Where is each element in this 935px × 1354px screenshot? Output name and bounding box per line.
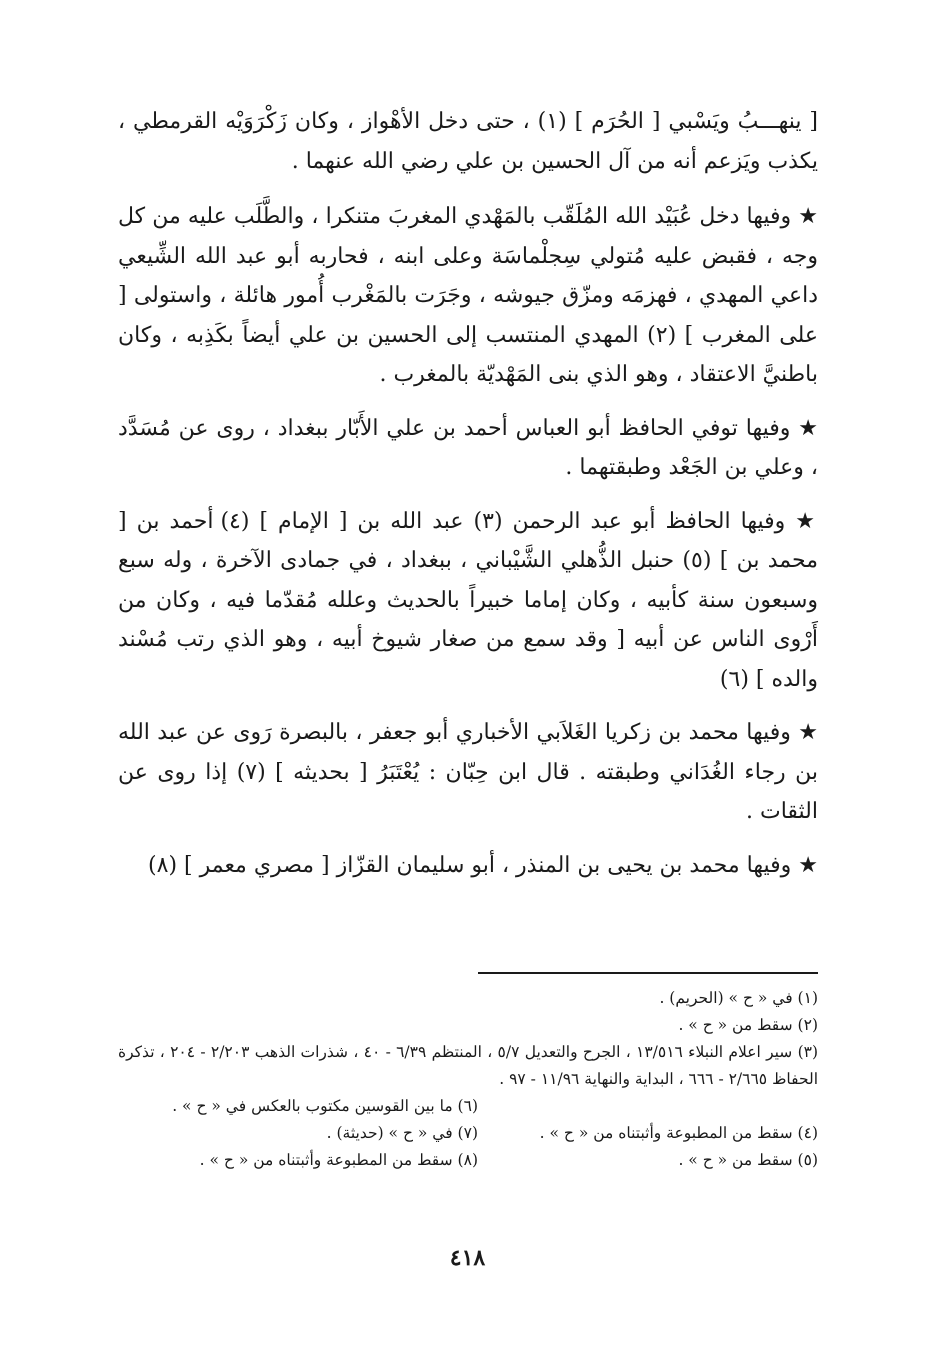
footnote-row-5-8 <box>118 1147 818 1174</box>
footnote-7: (٧) في « ح » (حديثة) . <box>326 1124 478 1142</box>
footnote-8: (٨) سقط من المطبوعة وأثبتناه من « ح » . <box>199 1151 478 1169</box>
footnote-3: (٣) سير اعلام النبلاء ١٣/٥١٦ ، الجرح والتعديل ٥/٧ ، المنتظم ٦/٣٩ - ٤٠ ، شذرات الذهب ٢/٢٠٣ - ٢٠٤ ، تذكرة الحفاظ ٢/٦٦٥ - ٦٦٦ ، البداية والنهاية ١١/٩٦ - ٩٧ . <box>118 1043 819 1088</box>
paragraph-5: ★ وفيها محمد بن زكريا الغَلاَبي الأخباري أبو جعفر ، بالبصرة رَوى عن عبد الله بن رجاء الغُدَاني وطبقته . قال ابن حِبّان : يُعْتَبَرُ [ بحديثه ] (٧) إذا روى عن الثقات . <box>118 720 818 824</box>
footnote-4: (٤) سقط من المطبوعة وأثبتناه من « ح » . <box>539 1124 818 1142</box>
footnote-divider <box>478 972 818 974</box>
footnotes <box>118 985 818 1174</box>
footnote-2: (٢) سقط من « ح » . <box>678 1016 818 1034</box>
page-number: ٤١٨ <box>449 1245 486 1271</box>
paragraph-4: ★ وفيها الحافظ أبو عبد الرحمن (٣) عبد الله بن [ الإمام ] (٤) أحمد بن [ محمد بن ] (٥) حنبل الذُّهلي الشَّيْباني ، ببغداد ، في جمادى الآخرة ، وله سبع وسبعون سنة كأبيه ، وكان إماما خبيراً بالحديث وعلله مُقدّما فيه ، وكان من أَرْوى الناس عن أبيه [ وقد سمع من صغار شيوخ أبيه ، وهو الذي رتب مُسْند والده ] (٦) <box>118 508 818 692</box>
footnote-row-6 <box>118 1093 818 1120</box>
footnote-1: (١) في « ح » (الحريم) . <box>659 989 818 1007</box>
paragraph-2: ★ وفيها دخل عُبَيْد الله المُلَقّب بالمَهْدي المغربَ متنكرا ، والطَّلَب عليه من كل وجه ، فقبض عليه مُتولي سِجلْماسَة وعلى ابنه ، فحاربه أبو عبد الله الشِّيعي داعي المهدي ، فهزمَه ومزّق جيوشه ، وجَرَت بالمَغْرب أُمور هائلة ، واستولى [ على المغرب ] (٢) المهدي المنتسب إلى الحسين بن علي أيضاً بكَذِبه ، وكان باطنيَّ الاعتقاد ، وهو الذي بنى المَهْديّة بالمغرب . <box>118 204 819 387</box>
paragraph-3: ★ وفيها توفي الحافظ أبو العباس أحمد بن علي الأَبّار ببغداد ، روى عن مُسَدَّد ، وعلي بن الجَعْد وطبقتهما . <box>118 415 818 480</box>
footnote-row-4-7 <box>118 1120 818 1147</box>
paragraph-1: [ ينهـــبُ ويَسْبي [ الحُرَم ] (١) ، حتى دخل الأهْواز ، وكان زَكْرَوَيْه القرمطي ، يكذب ويَزعم أنه من آل الحسين بن علي رضي الله عنهما . <box>118 109 818 174</box>
paragraph-6: ★ وفيها محمد بن يحيى بن المنذر ، أبو سليمان القزّاز [ مصري معمر ] (٨) <box>148 852 818 878</box>
footnote-6: (٦) ما بين القوسين مكتوب بالعكس في « ح » . <box>172 1097 478 1115</box>
footnote-5: (٥) سقط من « ح » . <box>678 1151 818 1169</box>
main-text <box>118 102 818 899</box>
